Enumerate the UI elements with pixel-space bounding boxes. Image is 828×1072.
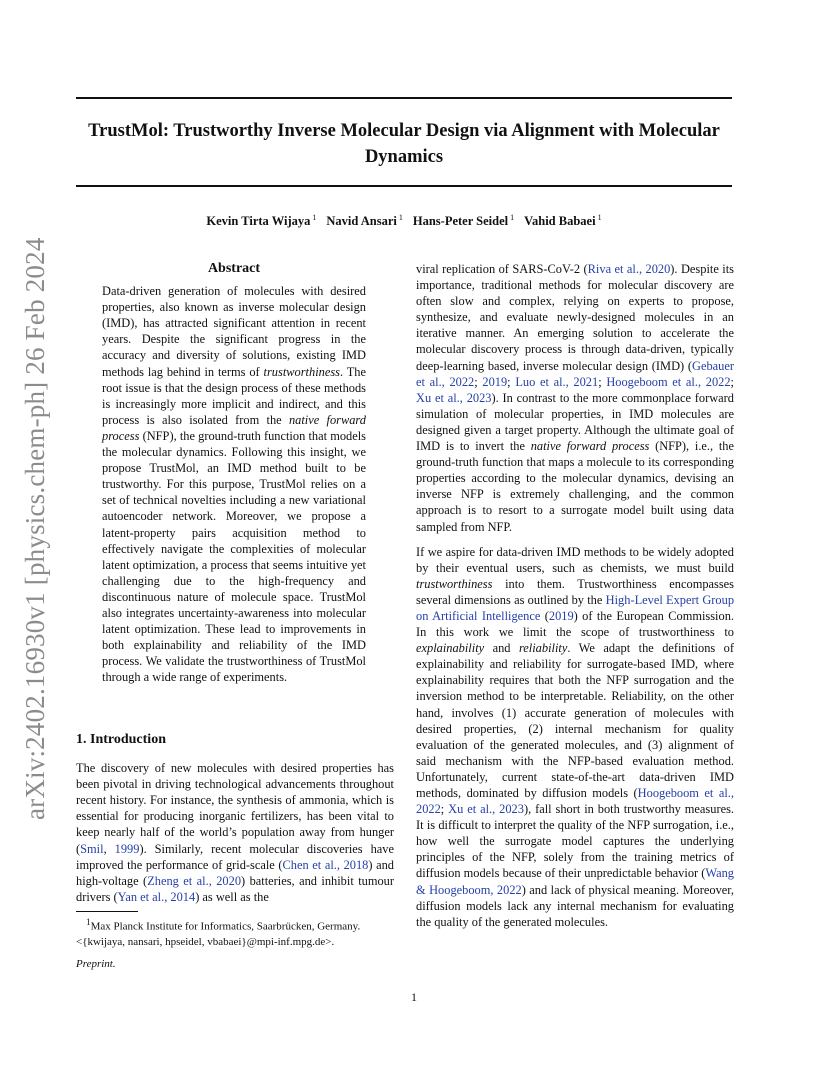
author-list: [76, 213, 732, 229]
footnote-mark: 1: [86, 917, 91, 927]
text-run: ;: [474, 374, 483, 389]
citation-link[interactable]: Zheng et al., 2020: [147, 873, 242, 888]
text-run: ;: [507, 374, 516, 389]
citation-link[interactable]: High-Level Expert Group on Artificial Intelligence: [416, 592, 735, 623]
text-run: into them. Trustworthiness encompasses several dimensions as outlined by the: [416, 576, 734, 607]
emphasis-text: native forward process: [530, 439, 650, 454]
footnote-affiliation-line: [76, 915, 396, 935]
text-run: ;: [440, 802, 449, 817]
author-affiliation-mark: 1: [312, 213, 317, 222]
author-affiliation-mark: 1: [597, 213, 602, 222]
footnote-affiliation: Max Planck Institute for Informatics, Saarbrücken, Germany.: [90, 920, 361, 933]
citation-link[interactable]: Hoogeboom et al., 2022: [606, 374, 731, 389]
footnote-divider: [76, 911, 138, 912]
paper-title: TrustMol: Trustworthy Inverse Molecular Design via Alignment with Molecular Dynamics: [88, 121, 720, 167]
introduction-heading: 1. Introduction: [76, 732, 166, 747]
emphasis-text: explainability: [416, 641, 485, 656]
text-run: ). In contrast to the more commonplace forward simulation of molecular properties, in IMD molecules are designed given a target property. Although the ultimate goal of IMD is to invert the: [416, 390, 734, 454]
author-name: Navid Ansari $^1$: [326, 213, 403, 229]
text-run: ) and lack of physical meaning. Moreover, diffusion models lack any internal mechanism for evaluating the quality of the generated molecules.: [416, 882, 734, 929]
body-paragraph-2: [416, 544, 734, 930]
citation-link[interactable]: Luo et al., 2021: [515, 374, 599, 389]
text-run: ) and high-voltage (: [76, 857, 394, 888]
citation-link[interactable]: Hoogeboom et al., 2022: [416, 786, 734, 817]
citation-link[interactable]: Xu et al., 2023: [416, 390, 492, 405]
introduction-section: [76, 732, 394, 905]
text-run: ). Despite its importance, traditional methods for molecular discovery are often slow and complex, relying on experts to propose, synthesize, and evaluate newly-designed molecules in an iterative manner. An emerging solution to accelerate the molecular discovery process is through data-driven, typically deep-learning based, inverse molecular design (IMD) (: [416, 262, 734, 373]
text-run: ;: [730, 374, 734, 389]
text-run: and: [484, 641, 519, 656]
text-run: . We adapt the definitions of explainability and reliability for surrogate-based IMD, where explainability requires that both the NFP surrogation and the inversion method to be interpretable. Reliability, on the other hand, involves (1) accurate generation of molecules with desired properties, (2) internal mechanism for quality evaluation of the generated molecules, and (3) alignment of said mechanism with the NFP-based evaluation method. Unfortunately, current state-of-the-art data-driven IMD methods, dominated by diffusion models (: [416, 641, 734, 800]
affiliation-footnote: [76, 915, 396, 950]
citation-link[interactable]: Smil: [80, 841, 104, 856]
author-affiliation-mark: 1: [510, 213, 515, 222]
emphasis-text: native forward process: [102, 412, 366, 443]
text-run: ;: [598, 374, 607, 389]
preprint-label: Preprint.: [76, 958, 116, 970]
text-run: . The root issue is that the design process of these methods is increasingly more implicit and indirect, and this process is also isolated from the: [102, 364, 366, 427]
text-run: ,: [103, 841, 115, 856]
text-run: (NFP), i.e., the ground-truth function that maps a molecule to its corresponding properties according to the molecular dynamics, devising an inverse NFP is extremely challenging, and the common approach is to resort to a surrogate model built using data sampled from NFP.: [416, 439, 735, 534]
citation-link[interactable]: Gebauer et al., 2022: [416, 358, 734, 389]
citation-link[interactable]: Yan et al., 2014: [117, 889, 196, 904]
footnote-email: <{kwijaya, nansari, hpseidel, vbabaei}@mpi-inf.mpg.de>.: [76, 935, 335, 948]
introduction-paragraph: [76, 760, 394, 905]
emphasis-text: trustworthiness: [416, 576, 493, 591]
author-name: Kevin Tirta Wijaya $^1$: [206, 213, 317, 229]
citation-link[interactable]: Xu et al., 2023: [448, 802, 524, 817]
title-rule-bottom: [76, 185, 732, 187]
text-run: If we aspire for data-driven IMD methods to be widely adopted by their eventual users, such as chemists, we must build: [416, 544, 734, 575]
abstract-text: [102, 283, 366, 685]
text-run: The discovery of new molecules with desired properties has been pivotal in driving technological advancements throughout recent history. For instance, the synthesis of ammonia, which is essential for producing inorganic fertilizers, has been vital to keep nearly half of the world’s population away from hunger (: [76, 761, 394, 856]
citation-link[interactable]: 2019: [482, 374, 508, 389]
abstract-heading: Abstract: [207, 261, 261, 276]
text-run: ). Similarly, recent molecular discoveries have improved the performance of grid-scale (: [76, 841, 394, 872]
author-name: Vahid Babaei $^1$: [524, 213, 602, 229]
arxiv-identifier-stamp: arXiv:2402.16930v1 [physics.chem-ph] 26 Feb 2024: [20, 237, 50, 820]
emphasis-text: reliability: [518, 641, 568, 656]
right-column: [416, 261, 734, 930]
text-run: ) of the European Commission. In this work we limit the scope of trustworthiness to: [416, 608, 734, 640]
text-run: ), fall short in both trustworthy measures. It is difficult to interpret the quality of the NFP surrogation, i.e., how well the surrogate model captures the underlying principles of the NFP, solely from the training metrics of diffusion models because of their unpredictable behavior (: [416, 802, 734, 881]
text-run: ) batteries, and inhibit tumour drivers (: [76, 873, 394, 904]
citation-link[interactable]: Riva et al., 2020: [587, 262, 671, 276]
citation-link[interactable]: 1999: [114, 841, 140, 856]
text-run: (NFP), the ground-truth function that models the molecular dynamics. Following this insight, we propose TrustMol, an IMD method built to be trustworthy. For this purpose, TrustMol relies on a set of technical novelties including a new variational autoencoder network. Moreover, we propose a latent-property pairs acquisition method to effectively navigate the complexities of molecular latent optimization, a process that seems intuitive yet challenging due to the high-frequency and discontinuous nature of molecule space. TrustMol also integrates uncertainty-awareness into molecular latent optimization. These lead to improvements in both explainability and reliability of the IMD process. We validate the trustworthiness of TrustMol through a wide range of experiments.: [102, 428, 366, 685]
text-run: Data-driven generation of molecules with desired properties, also known as inverse molecular design (IMD), has attracted significant attention in recent years. Despite the significant progress in the accuracy and diversity of solutions, existing IMD methods lag behind in terms of: [102, 284, 366, 379]
citation-link[interactable]: Chen et al., 2018: [282, 857, 369, 872]
abstract-section: [102, 261, 366, 685]
citation-link[interactable]: 2019: [548, 608, 574, 623]
author-affiliation-mark: 1: [398, 213, 403, 222]
citation-link[interactable]: Wang & Hoogeboom, 2022: [416, 866, 734, 897]
author-name: Hans-Peter Seidel $^1$: [412, 213, 515, 229]
text-run: (: [540, 608, 549, 623]
emphasis-text: trustworthiness: [263, 364, 340, 379]
text-run: viral replication of SARS-CoV-2 (: [416, 262, 588, 276]
title-rule-top: [76, 97, 732, 99]
body-paragraph-1: [416, 261, 734, 535]
page-number: 1: [411, 990, 417, 1004]
text-run: ) as well as the: [195, 889, 269, 904]
